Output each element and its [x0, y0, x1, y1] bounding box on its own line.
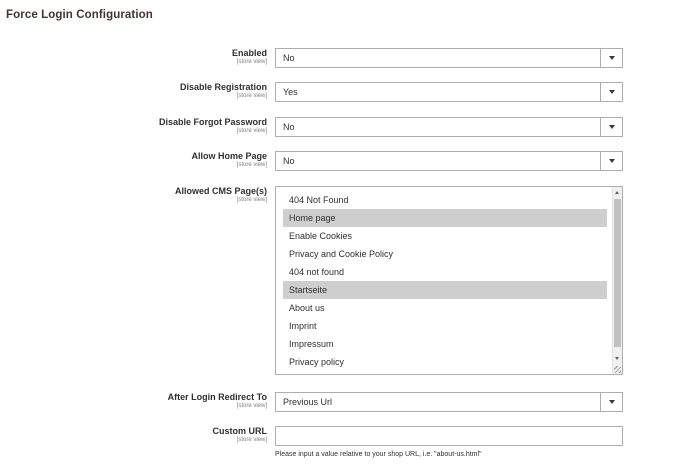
after-login-redirect-select-value: Previous Url [283, 397, 333, 407]
chevron-down-icon [609, 90, 615, 94]
field-label-group [0, 392, 267, 410]
field-label-group [0, 151, 267, 169]
disable-registration-select-value: Yes [283, 87, 298, 97]
scope-label: [store view] [236, 437, 267, 443]
cms-page-option[interactable] [283, 263, 607, 281]
scroll-down-arrow-icon[interactable] [615, 357, 619, 360]
chevron-down-icon [609, 400, 615, 404]
scope-label: [store view] [236, 197, 267, 203]
disable-forgot-password-select[interactable] [275, 117, 623, 137]
scope-label: [store view] [236, 93, 267, 99]
cms-page-option-label: Impressum [289, 339, 334, 349]
cms-page-option-label: Imprint [289, 321, 317, 331]
cms-page-option[interactable] [283, 281, 607, 299]
scope-label: [store view] [236, 403, 267, 409]
field-label-group [0, 82, 267, 100]
cms-page-option[interactable] [283, 299, 607, 317]
field-label-group [0, 186, 267, 204]
allowed-cms-pages-multiselect[interactable] [275, 186, 623, 375]
cms-page-option[interactable] [283, 335, 607, 353]
cms-page-option[interactable] [283, 191, 607, 209]
section-title: Force Login Configuration [6, 9, 153, 21]
cms-page-option[interactable] [283, 317, 607, 335]
allow-home-page-select-value: No [283, 156, 295, 166]
field-label-group [0, 426, 267, 444]
resize-handle-icon[interactable] [614, 366, 621, 373]
cms-page-option[interactable] [283, 209, 607, 227]
cms-page-option[interactable] [283, 227, 607, 245]
after-login-redirect-label: After Login Redirect To [167, 392, 267, 402]
chevron-down-icon [609, 159, 615, 163]
enabled-select-value: No [283, 53, 295, 63]
custom-url-label: Custom URL [212, 426, 267, 436]
dropdown-toggle[interactable] [600, 83, 622, 101]
scope-label: [store view] [236, 59, 267, 65]
field-label-group [0, 48, 267, 66]
allow-home-page-label: Allow Home Page [191, 151, 267, 161]
custom-url-note: Please input a value relative to your shop URL, i.e. "about-us.html" [275, 451, 482, 458]
cms-page-option-label: 404 not found [289, 267, 345, 277]
scrollbar-thumb[interactable] [614, 199, 621, 347]
cms-page-option[interactable] [283, 353, 607, 371]
cms-page-option-label: Privacy and Cookie Policy [289, 249, 394, 259]
dropdown-toggle[interactable] [600, 118, 622, 136]
enabled-select[interactable] [275, 48, 623, 68]
dropdown-toggle[interactable] [600, 393, 622, 411]
cms-page-option-label: 404 Not Found [289, 195, 349, 205]
disable-forgot-password-label: Disable Forgot Password [158, 117, 267, 127]
enabled-label: Enabled [231, 48, 267, 58]
dropdown-toggle[interactable] [600, 152, 622, 170]
cms-page-option-label: Privacy policy [289, 357, 345, 367]
allow-home-page-select[interactable] [275, 151, 623, 171]
scope-label: [store view] [236, 128, 267, 134]
scroll-up-arrow-icon[interactable] [615, 191, 619, 194]
custom-url-input[interactable] [275, 426, 623, 446]
cms-page-option-label: Home page [289, 213, 336, 223]
after-login-redirect-select[interactable] [275, 392, 623, 412]
scope-label: [store view] [236, 162, 267, 168]
chevron-down-icon [609, 125, 615, 129]
dropdown-toggle[interactable] [600, 49, 622, 67]
chevron-down-icon [609, 56, 615, 60]
allowed-cms-pages-label: Allowed CMS Page(s) [174, 186, 267, 196]
disable-registration-select[interactable] [275, 82, 623, 102]
disable-forgot-password-select-value: No [283, 122, 295, 132]
multiselect-scrollbar[interactable] [612, 187, 622, 374]
cms-page-option-label: Enable Cookies [289, 231, 353, 241]
disable-registration-label: Disable Registration [179, 82, 267, 92]
cms-page-option-label: About us [289, 303, 325, 313]
cms-page-option[interactable] [283, 245, 607, 263]
field-label-group [0, 117, 267, 135]
cms-page-option-label: Startseite [289, 285, 328, 295]
